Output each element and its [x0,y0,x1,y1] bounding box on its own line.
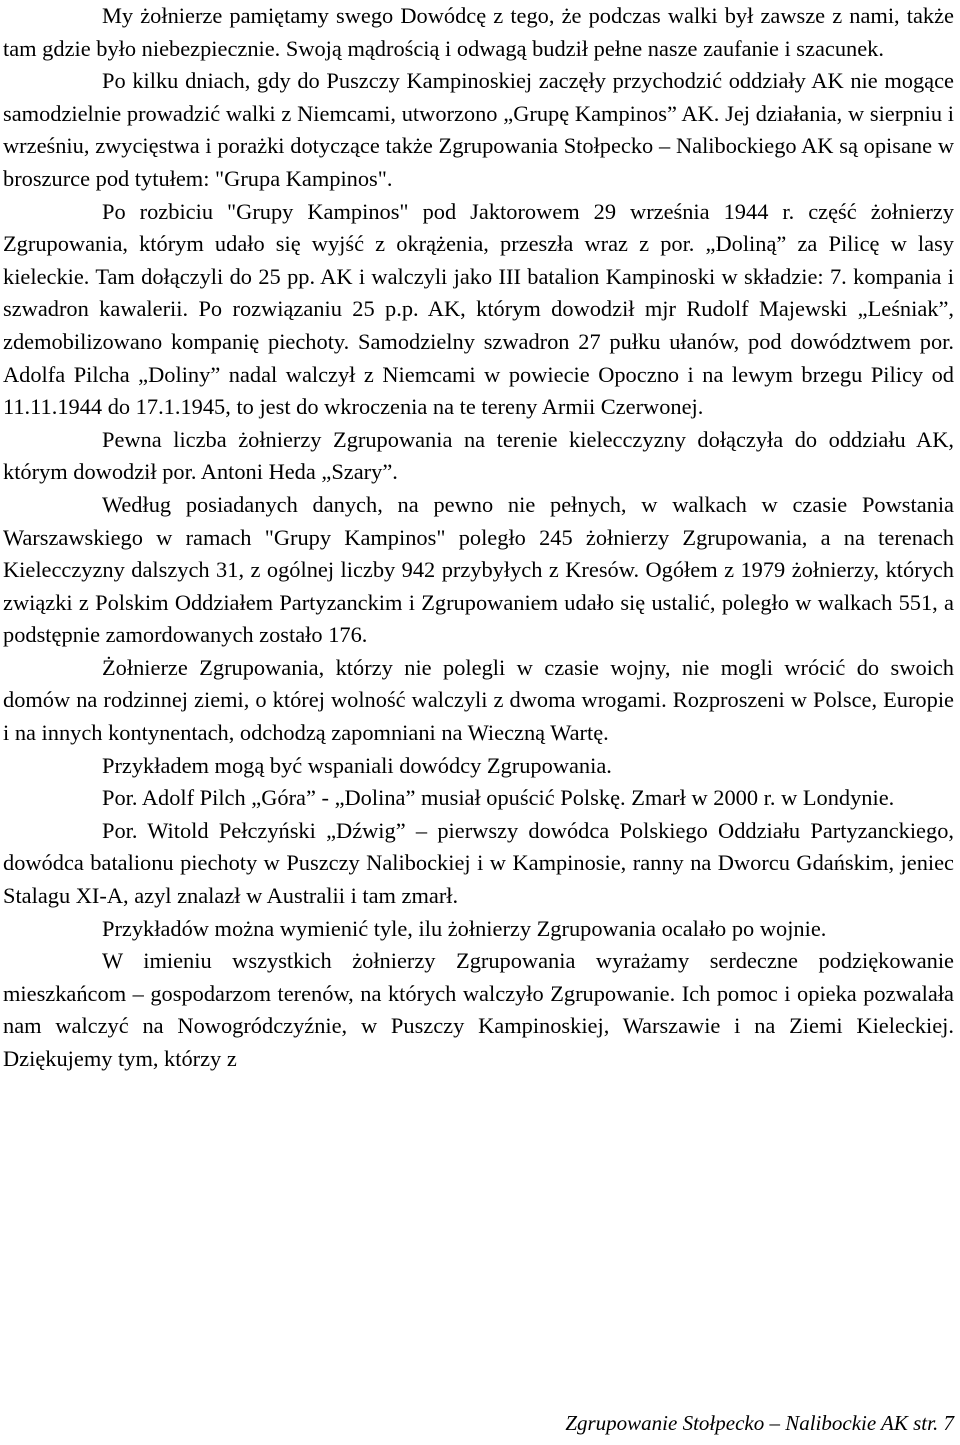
paragraph-6: Żołnierze Zgrupowania, którzy nie polegli w czasie wojny, nie mogli wrócić do swoich domów na rodzinnej ziemi, o której wolność walczyli z dwoma wrogami. Rozproszeni w Polsce, Europie i na innych kontynentach, odchodzą zapomniani na Wieczną Wartę. [3,654,954,746]
paragraph-5: Według posiadanych danych, na pewno nie pełnych, w walkach w czasie Powstania Warszawskiego w ramach "Grupy Kampinos" poległo 245 żołnierzy Zgrupowania, a na terenach Kielecczyzny dalszych 31, z ogólnej liczby 942 przybyłych z Kresów. Ogółem z 1979 żołnierzy, których związki z Polskim Oddziałem Partyzanckim i Zgrupowaniem udało się ustalić, poległo w walkach 551, a podstępnie zamordowanych zostało 176. [3,491,954,648]
paragraph-2: Po kilku dniach, gdy do Puszczy Kampinoskiej zaczęły przychodzić oddziały AK nie mogące samodzielnie prowadzić walki z Niemcami, utworzono „Grupę Kampinos” AK. Jej działania, w sierpniu i wrześniu, zwycięstwa i porażki dotyczące także Zgrupowania Stołpecko – Nalibockiego AK są opisane w broszurce pod tytułem: "Grupa Kampinos". [3,68,954,191]
paragraph-11: W imieniu wszystkich żołnierzy Zgrupowania wyrażamy serdeczne podziękowanie mieszkańcom – gospodarzom terenów, na których walczyło Zgrupowanie. Ich pomoc i opieka pozwalała nam walczyć na Nowogródczyźnie, w Puszczy Kampinoskiej, Warszawie i na Ziemi Kieleckiej. Dziękujemy tym, którzy z [3,948,954,1071]
paragraph-9: Por. Witold Pełczyński „Dźwig” – pierwszy dowódca Polskiego Oddziału Partyzanckiego, dowódca batalionu piechoty w Puszczy Nalibockiej i w Kampinosie, ranny na Dworcu Gdańskim, jeniec Stalagu XI-A, azyl znalazł w Australii i tam zmarł. [3,817,954,909]
paragraph-10: Przykładów można wymienić tyle, ilu żołnierzy Zgrupowania ocalało po wojnie. [102,915,827,941]
paragraph-1: My żołnierze pamiętamy swego Dowódcę z tego, że podczas walki był zawsze z nami, także tam gdzie było niebezpiecznie. Swoją mądrością i odwagą budził pełne nasze zaufanie i szacunek. [3,3,954,61]
paragraph-4: Pewna liczba żołnierzy Zgrupowania na terenie kielecczyzny dołączyła do oddziału AK, którym dowodził por. Antoni Heda „Szary”. [3,426,954,485]
paragraph-8: Por. Adolf Pilch „Góra” - „Dolina” musiał opuścić Polskę. Zmarł w 2000 r. w Londynie. [102,785,895,811]
paragraph-7: Przykładem mogą być wspaniali dowódcy Zgrupowania. [102,752,612,778]
paragraph-3: Po rozbiciu "Grupy Kampinos" pod Jaktorowem 29 września 1944 r. część żołnierzy Zgrupowania, którym udało się wyjść z okrążenia, przeszła wraz z por. „Doliną” za Pilicę w lasy kieleckie. Tam dołączyli do 25 pp. AK i walczyli jako III batalion Kampinoski w składzie: 7. kompania i szwadron kawalerii. Po rozwiązaniu 25 p.p. AK, którym dowodził mjr Rudolf Majewski „Leśniak”, zdemobilizowano kompanię piechoty. Samodzielny szwadron 27 pułku ułanów, pod dowództwem por. Adolfa Pilcha „Doliny” nadal walczył z Niemcami w powiecie Opoczno i na lewym brzegu Pilicy od 11.11.1944 do 17.1.1945, to jest do wkroczenia na te tereny Armii Czerwonej. [3,198,954,420]
page-footer: Zgrupowanie Stołpecko – Nalibockie AK str. 7 [565,1411,954,1435]
document-body [3,0,954,1076]
